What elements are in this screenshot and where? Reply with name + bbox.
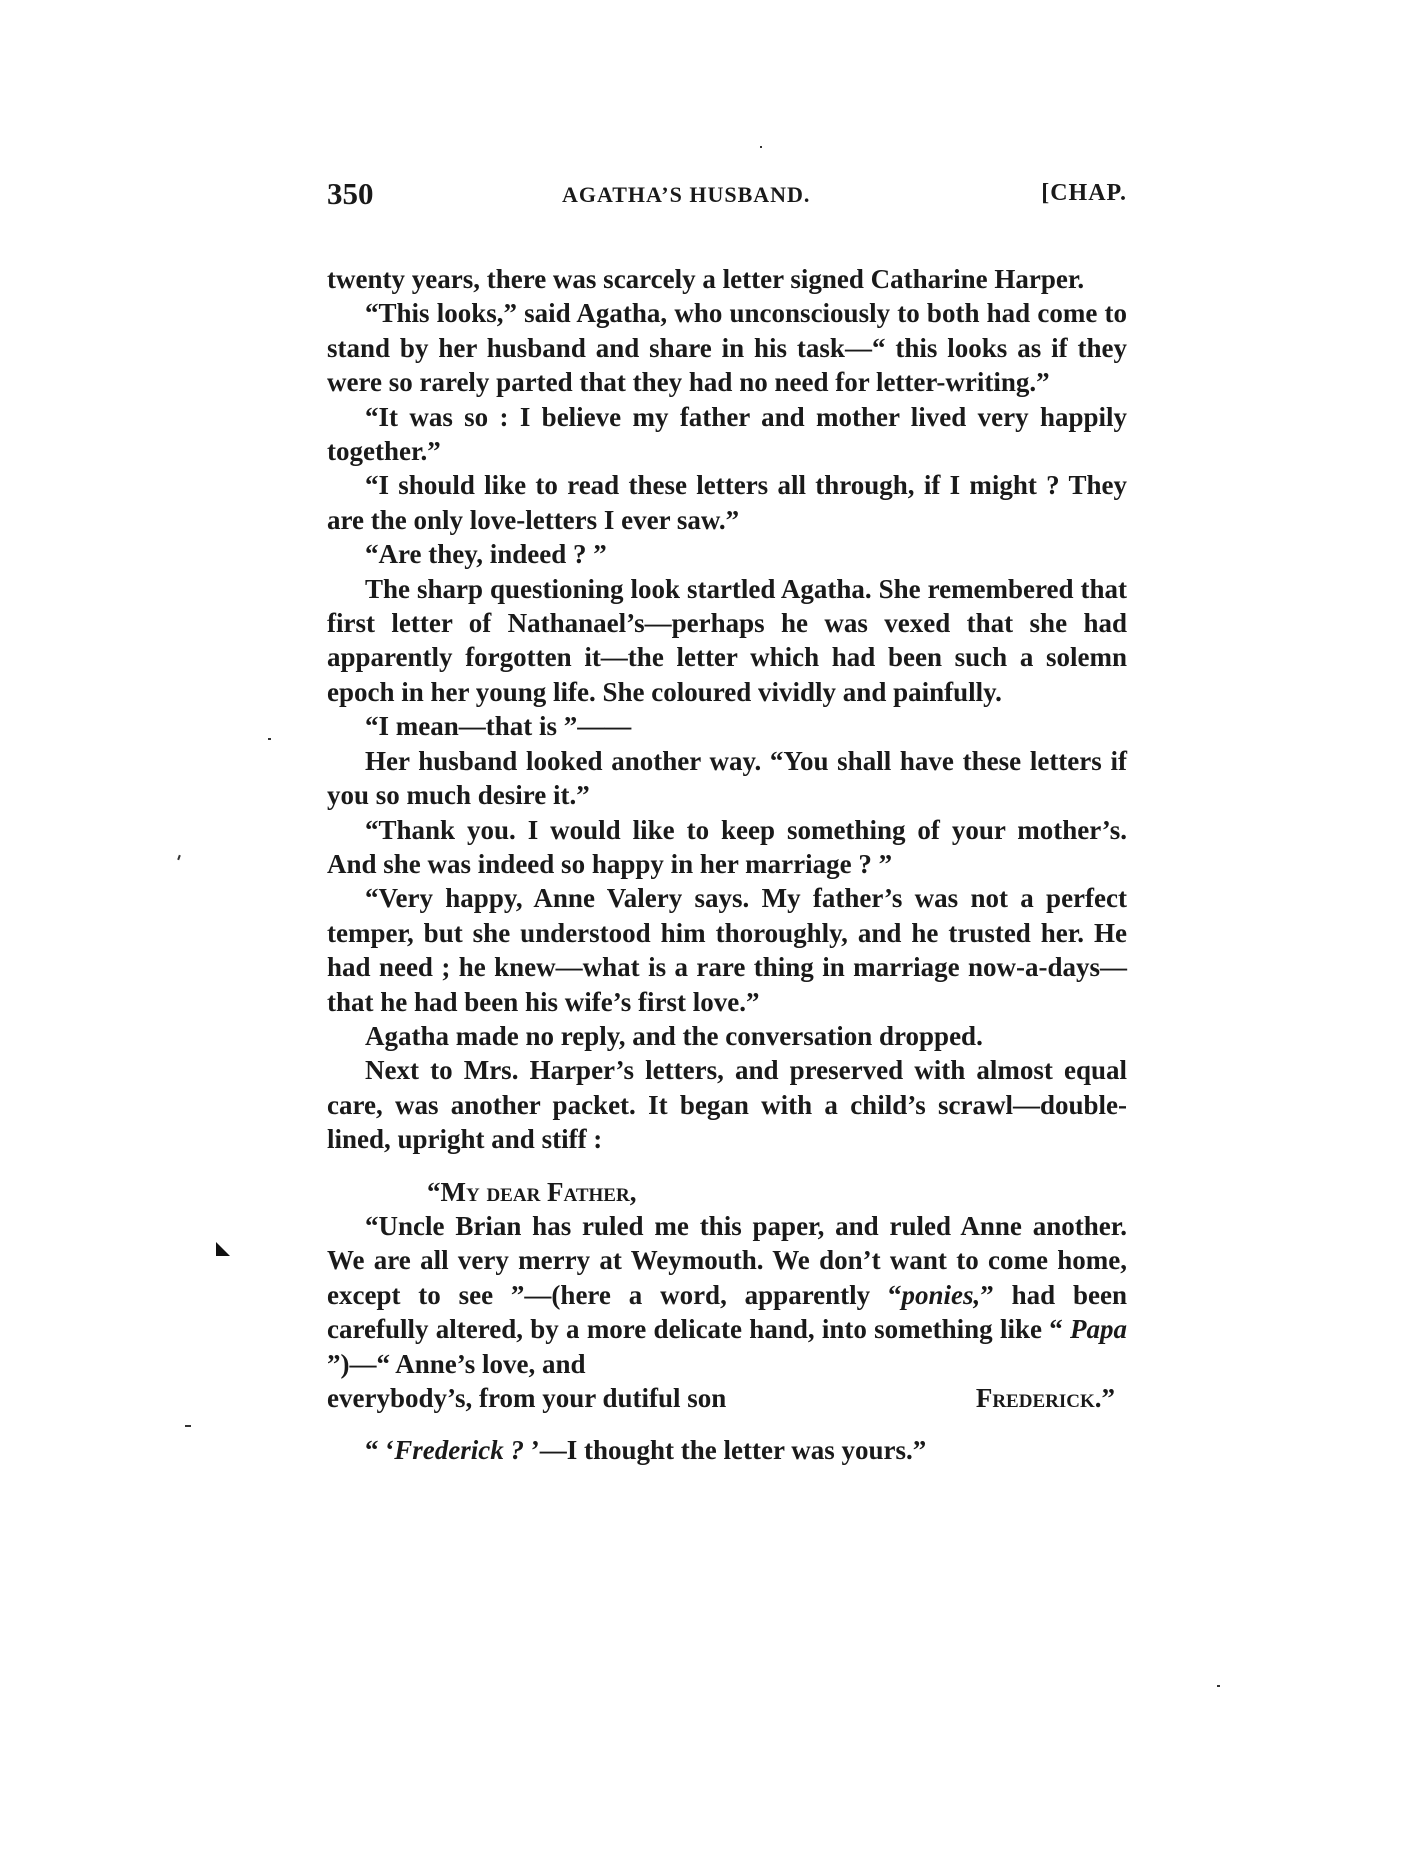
paragraph: Next to Mrs. Harper’s letters, and preserved with almost equal care, was another packet. It began with a child’s scrawl—double-lined, upright and stiff : [327,1055,1127,1155]
letter-text: ” had been carefully altered, by a more delicate hand, into something like “ [327,1279,1127,1345]
page-body [327,262,1127,1468]
scan-speck [185,1425,191,1427]
scan-speck [1217,1685,1220,1687]
paragraph: “It was so : I believe my father and mother lived very happily together.” [327,401,1127,467]
running-title: AGATHA’S HUSBAND. [562,182,811,207]
paragraph: twenty years, there was scarcely a letter signed Catharine Harper. [327,264,1085,294]
quote-open: “ ‘ [365,1435,395,1466]
letter-closing [327,1381,1127,1415]
letter-italic-word: Papa [1070,1314,1127,1345]
paragraph: Her husband looked another way. “You shall have these letters if you so much desire it.” [327,745,1127,811]
paragraph: “This looks,” said Agatha, who unconsciously to both had come to stand by her husband and share in his task—“ this looks as if they were so rarely parted that they had no need for letter-writing.” [327,298,1127,398]
paragraph: “Thank you. I would like to keep something of your mother’s. And she was indeed so happy in her marriage ? ” [327,814,1127,879]
paragraph: “Very happy, Anne Valery says. My father’s was not a perfect temper, but she understood him thoroughly, and he trusted her. He had need ; he knew—what is a rare thing in marriage now-a-days—that he had been his wife’s first love.” [327,883,1127,1017]
paragraph: “I mean—that is ”—— [365,711,632,742]
scan-speck [760,146,762,148]
paragraph: The sharp questioning look startled Agatha. She remembered that first letter of Nathanael’s—perhaps he was vexed that she had apparently forgotten it—the letter which had been such a solemn epoch in her young life. She coloured vividly and painfully. [327,573,1127,707]
closing-text: everybody’s, from your dutiful son [327,1383,727,1413]
paragraph: “Are they, indeed ? ” [365,539,607,570]
paragraph: “I should like to read these letters all through, if I might ? They are the only love-letters I ever saw.” [327,470,1127,535]
scan-speck [268,738,271,740]
paragraph: Agatha made no reply, and the conversation dropped. [365,1020,983,1051]
page-header [327,176,1127,226]
italic-name: Frederick ? [394,1435,524,1466]
letter-italic-word: ponies, [901,1279,981,1310]
letter-text: ”)—“ Anne’s love, and [327,1348,586,1379]
page-number: 350 [327,176,374,211]
scan-arrow-mark [216,1242,230,1256]
signature: Frederick.” [975,1383,1115,1413]
final-line [327,1433,1127,1467]
final-text: ’—I thought the letter was yours.” [523,1435,927,1466]
letter-body [327,1209,1127,1381]
chapter-mark: [CHAP. [1041,180,1127,206]
scan-speck [177,855,181,860]
letter-text: “Uncle Brian has ruled me this paper, and ruled Anne another. We are all very merry at Weymouth. We don’t want to come home, except to see ”—(here a word, apparently “ [327,1210,1127,1310]
letter-salutation: “My dear Father, [427,1176,637,1207]
